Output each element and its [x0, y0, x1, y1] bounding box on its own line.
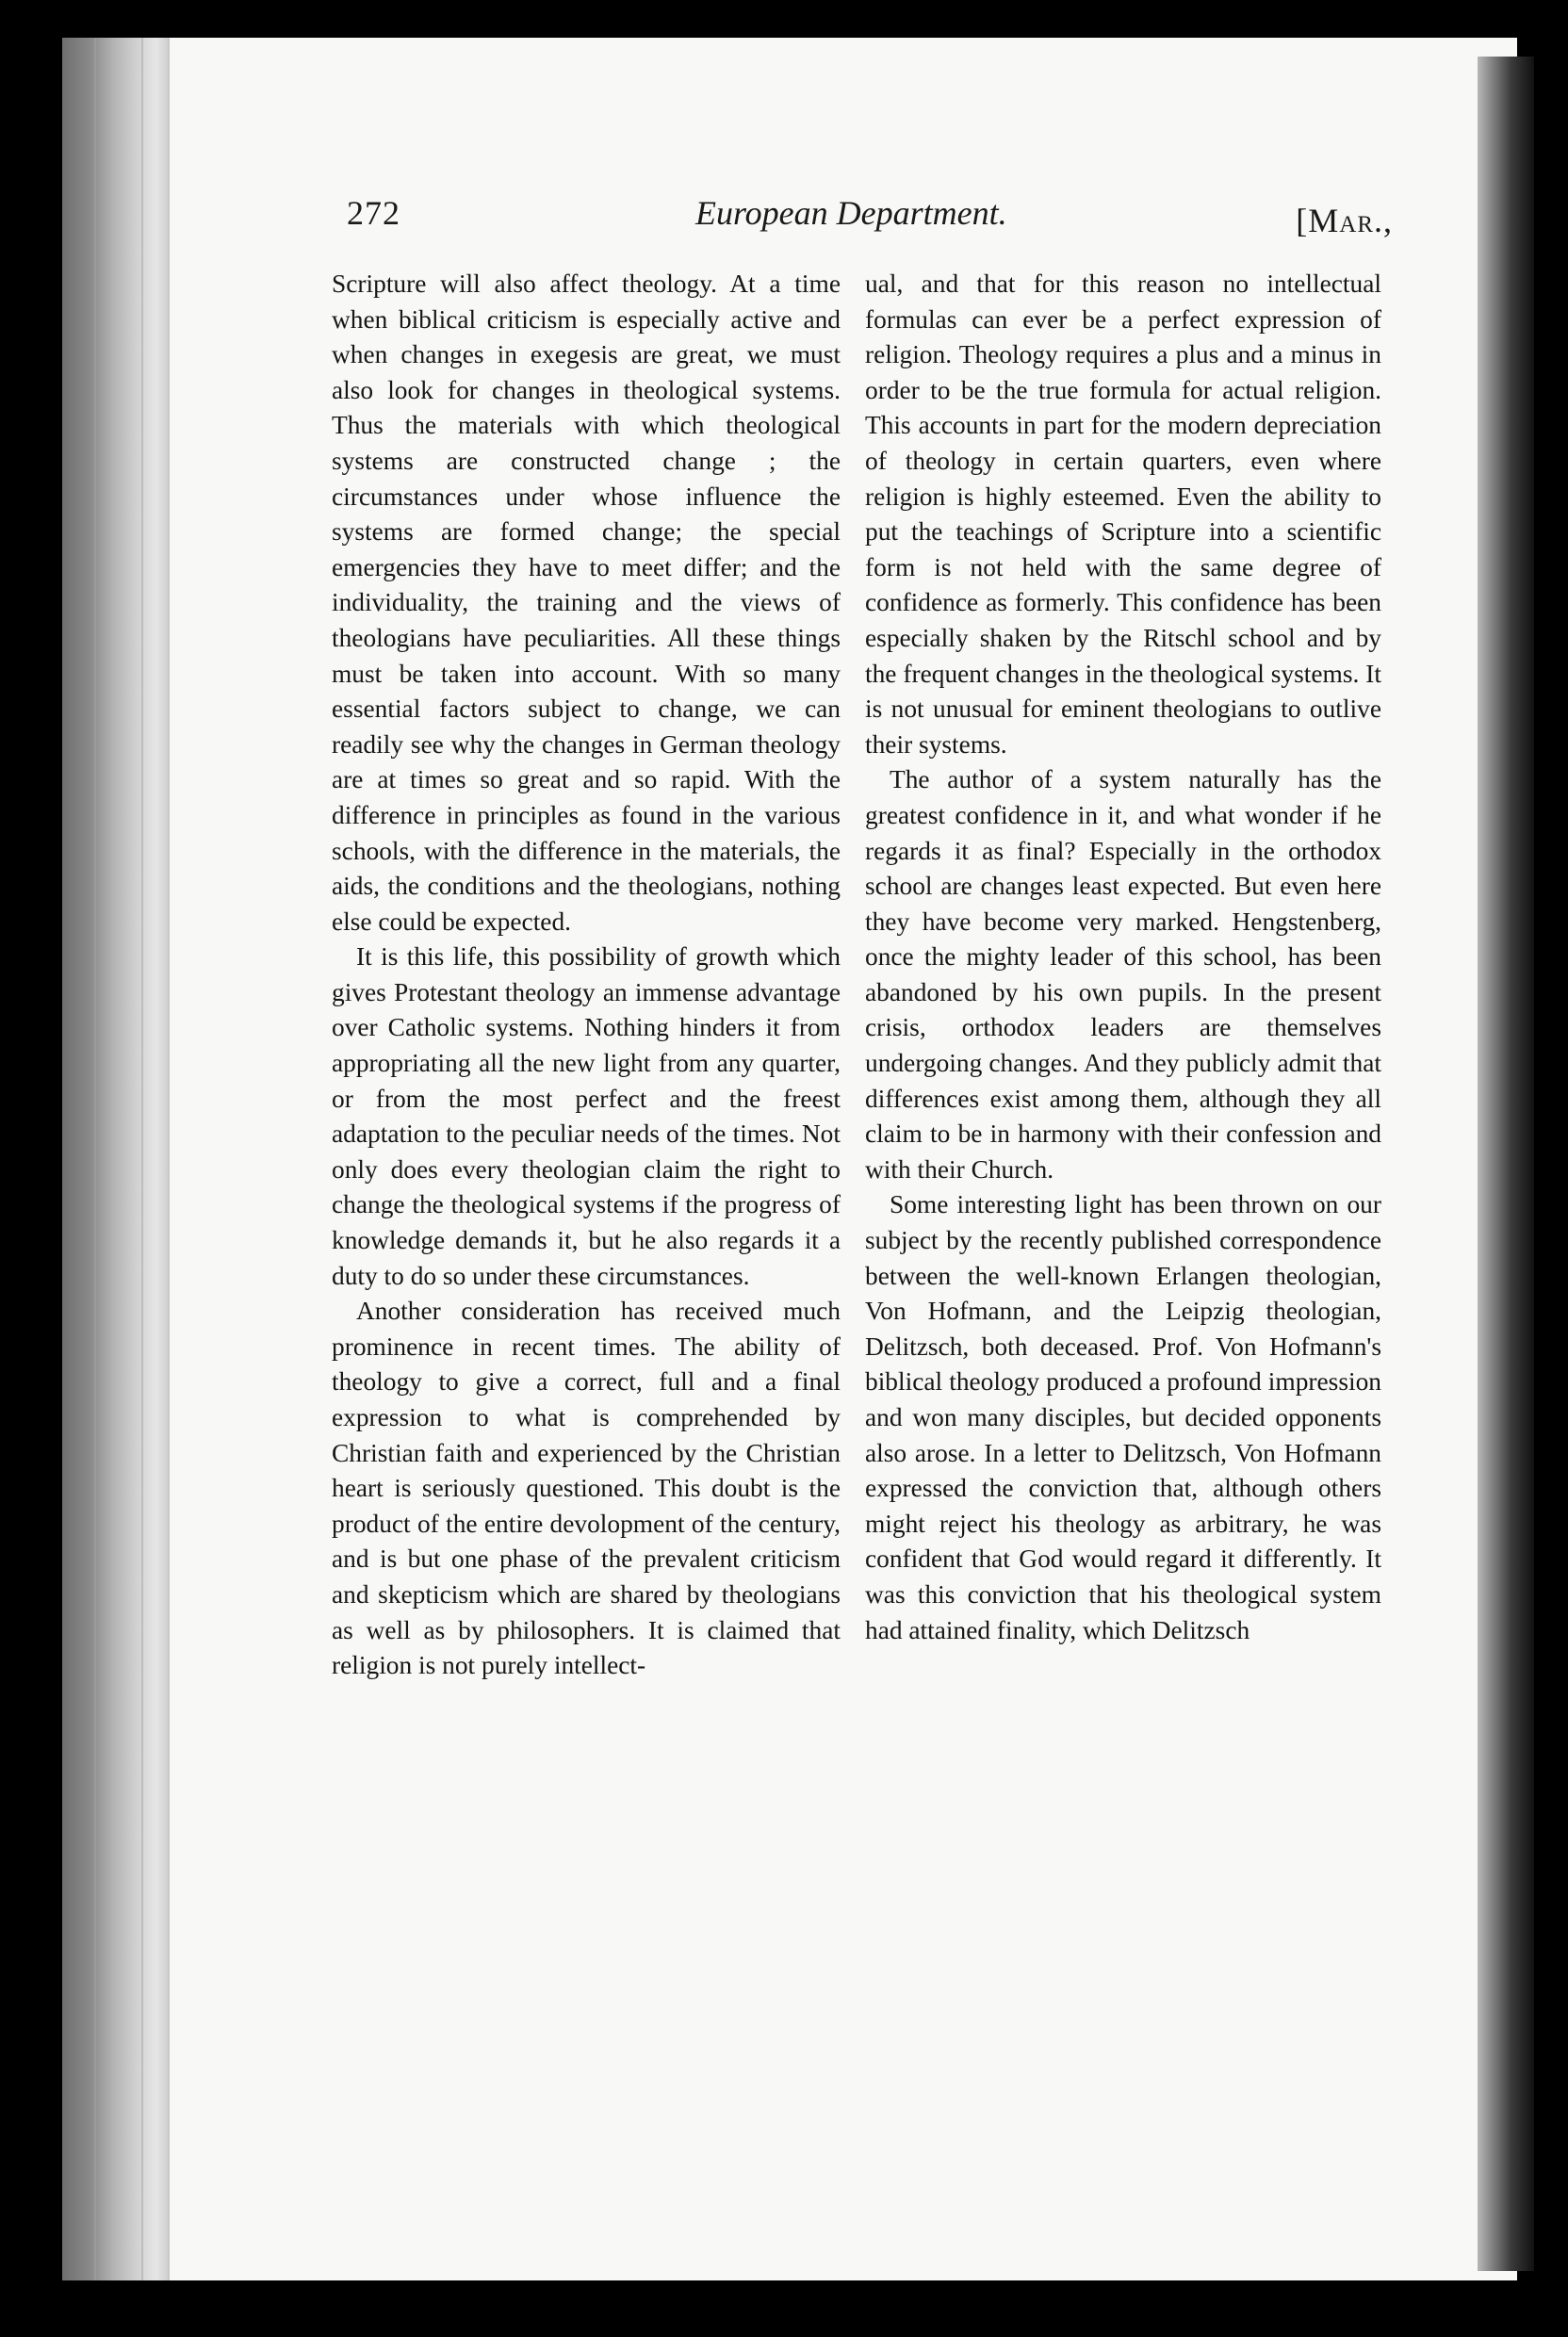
- paragraph: It is this life, this possibility of growth which gives Protestant theology an immense advantage over Catholic systems. Nothing hinders it from appropriating all the new light from any quarter, or from the most perfect and the freest adaptation to the peculiar needs of the times. Not only does every theologian claim the right to change the theological systems if the progress of knowledge demands it, but he also regards it a duty to do so under these circumstances.: [332, 942, 841, 1290]
- page-edge-line: [94, 38, 96, 2280]
- left-column: [332, 267, 841, 1684]
- month-label: [Mar.,: [1296, 202, 1393, 239]
- paragraph: Another consideration has received much prominence in recent times. The ability of theology to give a correct, full and a final expression to what is comprehended by Christian faith and experienced by the Christian heart is seriously questioned. This doubt is the product of the entire devolopment of the century, and is but one phase of the prevalent criticism and skepticism which are shared by theologians as well as by philosophers. It is claimed that religion is not purely intellect-: [332, 1297, 841, 1680]
- page-number: 272: [347, 194, 400, 232]
- right-column: [865, 267, 1381, 1648]
- paragraph: ual, and that for this reason no intellectual formulas can ever be a perfect expression of religion. Theology requires a plus and a minus in order to be the true formula for actual religion. This accounts in part for the modern depreciation of theology in certain quarters, even where religion is highly esteemed. Even the ability to put the teachings of Scripture into a scientific form is not held with the same degree of confidence as formerly. This confidence has been especially shaken by the Ritschl school and by the frequent changes in the theological systems. It is not unusual for eminent theologians to outlive their systems.: [865, 270, 1381, 759]
- page-edge-line: [141, 38, 143, 2280]
- running-head: European Department.: [695, 194, 1007, 232]
- page-header: [347, 193, 1393, 250]
- paragraph: Some interesting light has been thrown on our subject by the recently published correspondence between the well-known Erlangen theologian, Von Hofmann, and the Leipzig theologian, Delitzsch, both deceased. Prof. Von Hofmann's biblical theology produced a profound impression and won many disciples, but decided opponents also arose. In a letter to Delitzsch, Von Hofmann expressed the conviction that, although others might reject his theology as arbitrary, he was confident that God would regard it differently. It was this conviction that his theological system had attained finality, which Delitzsch: [865, 1190, 1381, 1644]
- paragraph: The author of a system naturally has the greatest confidence in it, and what wonder if he regards it as final? Especially in the orthodox school are changes least expected. But even here they have become very marked. Hengstenberg, once the mighty leader of this school, has been abandoned by his own pupils. In the present crisis, orthodox leaders are themselves undergoing changes. And they publicly admit that differences exist among them, although they all claim to be in harmony with their confession and with their Church.: [865, 765, 1381, 1184]
- binding-gutter: [1478, 57, 1534, 2271]
- paragraph: Scripture will also affect theology. At a time when biblical criticism is especially active and when changes in exegesis are great, we must also look for changes in theological systems. Thus the materials with which theological systems are constructed change ; the circumstances under whose influence the systems are formed change; the special emergencies they have to meet differ; and the individuality, the training and the views of theologians have peculiarities. All these things must be taken into account. With so many essential factors subject to change, we can readily see why the changes in German theology are at times so great and so rapid. With the difference in principles as found in the various schools, with the difference in the materials, the aids, the conditions and the theologians, nothing else could be expected.: [332, 270, 841, 936]
